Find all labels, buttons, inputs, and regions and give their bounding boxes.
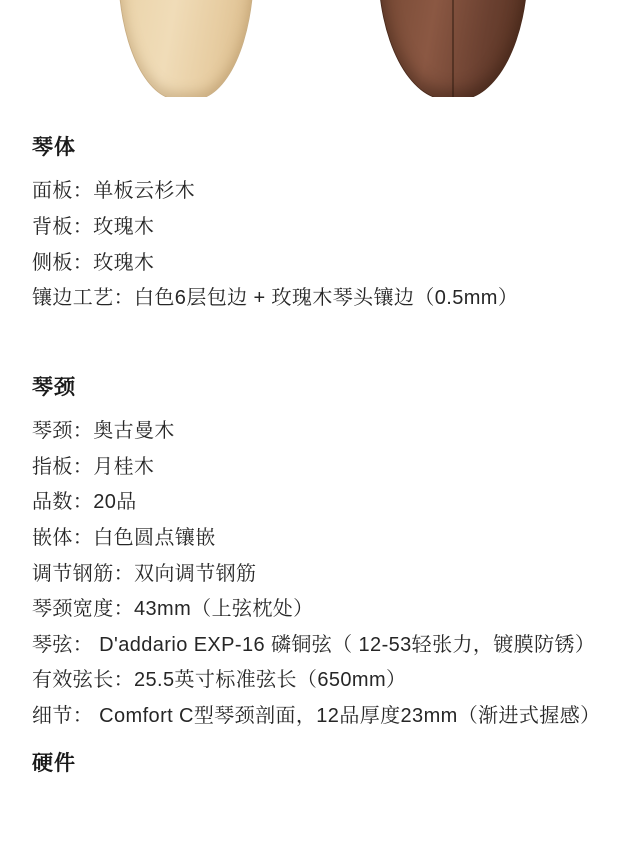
spec-side-wood: 侧板：玫瑰木 — [32, 251, 155, 274]
spec-inlay: 嵌体：白色圆点镶嵌 — [32, 526, 216, 549]
guitar-front-image — [118, 0, 254, 97]
guitar-back-image — [378, 0, 528, 97]
image-row — [0, 0, 640, 97]
spec-neck-profile: 细节： Comfort C型琴颈剖面，12品厚度23mm（渐进式握感） — [32, 704, 601, 727]
section-title-neck: 琴颈 — [32, 375, 76, 399]
spec-neck-wood: 琴颈：奥古曼木 — [32, 420, 175, 443]
section-spacer — [32, 317, 608, 343]
spec-fingerboard: 指板：月桂木 — [32, 455, 155, 478]
spec-top-wood: 面板：单板云杉木 — [32, 180, 196, 203]
section-title-body: 琴体 — [32, 136, 76, 159]
spec-scale-length: 有效弦长：25.5英寸标准弦长（650mm） — [32, 669, 407, 692]
spec-nut-width: 琴颈宽度：43mm（上弦枕处） — [32, 598, 314, 621]
spec-fret-count: 品数：20品 — [32, 491, 137, 514]
product-image-strip — [0, 0, 640, 97]
spec-back-wood: 背板：玫瑰木 — [32, 215, 155, 238]
spec-strings: 琴弦： D'addario EXP-16 磷铜弦（ 12-53轻张力，镀膜防锈） — [32, 633, 596, 656]
section-title-hardware: 硬件 — [32, 751, 76, 775]
spec-content — [0, 133, 640, 776]
spec-binding: 镶边工艺：白色6层包边 + 玫瑰木琴头镶边（0.5mm） — [32, 287, 519, 310]
back-center-seam — [452, 0, 454, 97]
spec-truss-rod: 调节钢筋：双向调节钢筋 — [32, 562, 257, 585]
